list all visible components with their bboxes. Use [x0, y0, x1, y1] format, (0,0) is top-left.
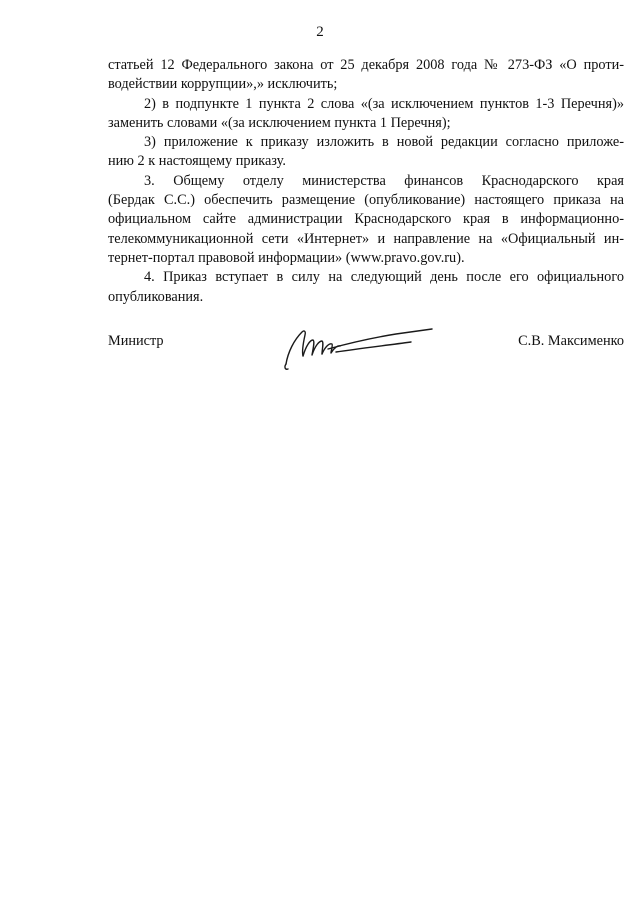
paragraph-2-line-1: 2) в подпункте 1 пункта 2 слова «(за исключением пунктов 1-3 Перечня)» [144, 95, 624, 112]
paragraph-5-line-1: 4. Приказ вступает в силу на следующий день после его официального [144, 269, 624, 286]
paragraph-3-line-2: нию 2 к настоящему приказу. [108, 153, 286, 170]
paragraph-2-line-2: заменить словами «(за исключением пункта 1 Перечня); [108, 114, 451, 131]
paragraph-4-line-2: (Бердак С.С.) обеспечить размещение (опубликование) настоящего приказа на [108, 192, 624, 209]
signatory-title: Министр [108, 333, 164, 349]
paragraph-5-line-2: опубликования. [108, 288, 204, 305]
paragraph-4-line-3: официальном сайте администрации Краснодарского края в информационно- [108, 211, 624, 228]
page-number: 2 [316, 24, 324, 40]
handwritten-signature [276, 322, 436, 372]
paragraph-1-line-2: водействии коррупции»,» исключить; [108, 76, 338, 93]
paragraph-4-line-1: 3. Общему отделу министерства финансов Краснодарского края [144, 172, 624, 189]
paragraph-3-line-1: 3) приложение к приказу изложить в новой редакции согласно приложе- [144, 134, 624, 151]
signature-block [108, 322, 624, 372]
signatory-name: С.В. Максименко [518, 333, 624, 349]
paragraph-4-line-4: телекоммуникационной сети «Интернет» и направление на «Официальный ин- [108, 230, 624, 247]
paragraph-1-line-1: статьей 12 Федерального закона от 25 декабря 2008 года № 273-ФЗ «О проти- [108, 57, 624, 73]
paragraph-4-line-5: тернет-портал правовой информации» (www.pravo.gov.ru). [108, 249, 465, 266]
document-body [108, 56, 624, 307]
